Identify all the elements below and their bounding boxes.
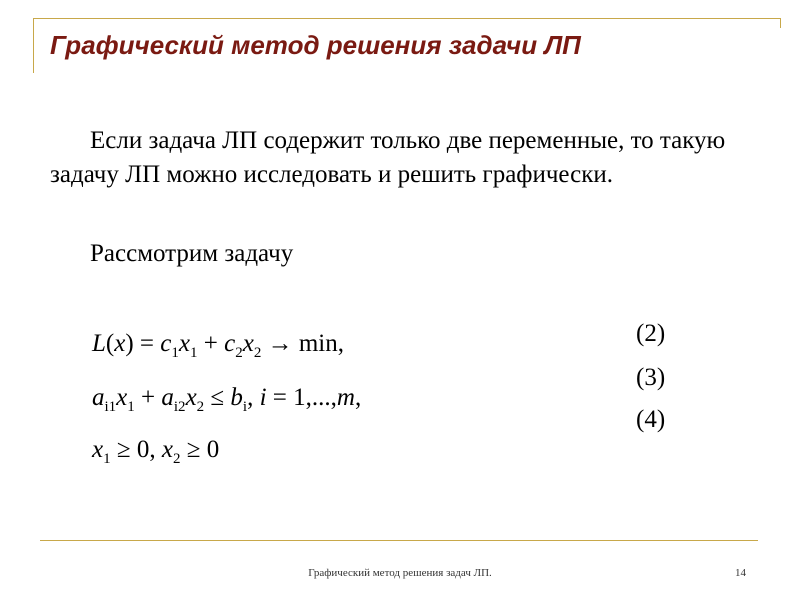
slide-frame-left-line — [33, 18, 34, 73]
math-symbol: min, — [298, 330, 344, 357]
math-symbol: m — [336, 384, 355, 411]
math-subscript: i1 — [104, 399, 117, 415]
math-symbol: 1,..., — [293, 384, 337, 411]
math-symbol: ≤ — [210, 384, 225, 411]
equation-number-3: (3) — [636, 364, 666, 391]
math-symbol: + — [203, 330, 218, 357]
math-subscript: 1 — [103, 451, 111, 467]
math-subscript: 2 — [235, 345, 243, 361]
math-symbol: = — [272, 384, 287, 411]
equation-number-4: (4) — [636, 406, 666, 433]
intro-paragraph-text: Если задача ЛП содержит только две переменные, то такую задачу ЛП можно исследовать и решить графически. — [50, 127, 726, 188]
math-symbol: = — [139, 330, 155, 357]
consider-paragraph-text: Рассмотрим задачу — [90, 240, 294, 267]
math-symbol: , — [354, 384, 362, 411]
equation-number-2: (2) — [636, 320, 666, 347]
math-subscript: i — [242, 399, 248, 415]
slide-frame-top-line — [33, 18, 781, 19]
math-symbol: a — [92, 384, 105, 411]
page-number: 14 — [735, 567, 746, 579]
math-symbol: i — [259, 384, 267, 411]
math-symbol: L — [92, 330, 106, 357]
math-symbol: , — [247, 384, 254, 411]
math-symbol: 0, — [136, 436, 156, 463]
math-symbol: ) — [125, 330, 134, 357]
math-symbol: x — [116, 384, 128, 411]
math-subscript: 2 — [253, 345, 262, 361]
math-symbol: c — [160, 330, 172, 357]
math-symbol: a — [161, 384, 174, 411]
footer-divider — [40, 540, 758, 541]
slide-frame-right-tick — [780, 18, 781, 28]
intro-paragraph — [50, 124, 760, 192]
slide-title: Графический метод решения задачи ЛП — [50, 30, 581, 60]
math-symbol: → — [267, 330, 293, 357]
math-subscript: i2 — [173, 399, 186, 415]
math-symbol: b — [230, 384, 243, 411]
math-subscript: 1 — [127, 399, 135, 415]
math-symbol: ( — [105, 330, 115, 357]
math-subscript: 2 — [196, 399, 205, 415]
objective-function-equation — [92, 330, 344, 361]
math-symbol: 0 — [206, 436, 220, 463]
math-symbol: c — [224, 330, 236, 357]
math-symbol: x — [178, 330, 190, 357]
math-symbol: ≥ — [116, 436, 131, 463]
math-symbol: + — [141, 384, 156, 411]
nonnegativity-condition — [92, 436, 220, 467]
constraint-inequality — [92, 384, 362, 415]
math-symbol: x — [242, 330, 254, 357]
consider-paragraph — [50, 237, 760, 271]
math-symbol: x — [114, 330, 126, 357]
math-subscript: 1 — [171, 345, 179, 361]
math-subscript: 1 — [190, 345, 198, 361]
math-symbol: x — [161, 436, 173, 463]
math-symbol: ≥ — [186, 436, 201, 463]
math-symbol: x — [185, 384, 197, 411]
math-symbol: x — [92, 436, 104, 463]
math-subscript: 2 — [172, 451, 181, 467]
footer-text: Графический метод решения задач ЛП. — [308, 567, 492, 579]
